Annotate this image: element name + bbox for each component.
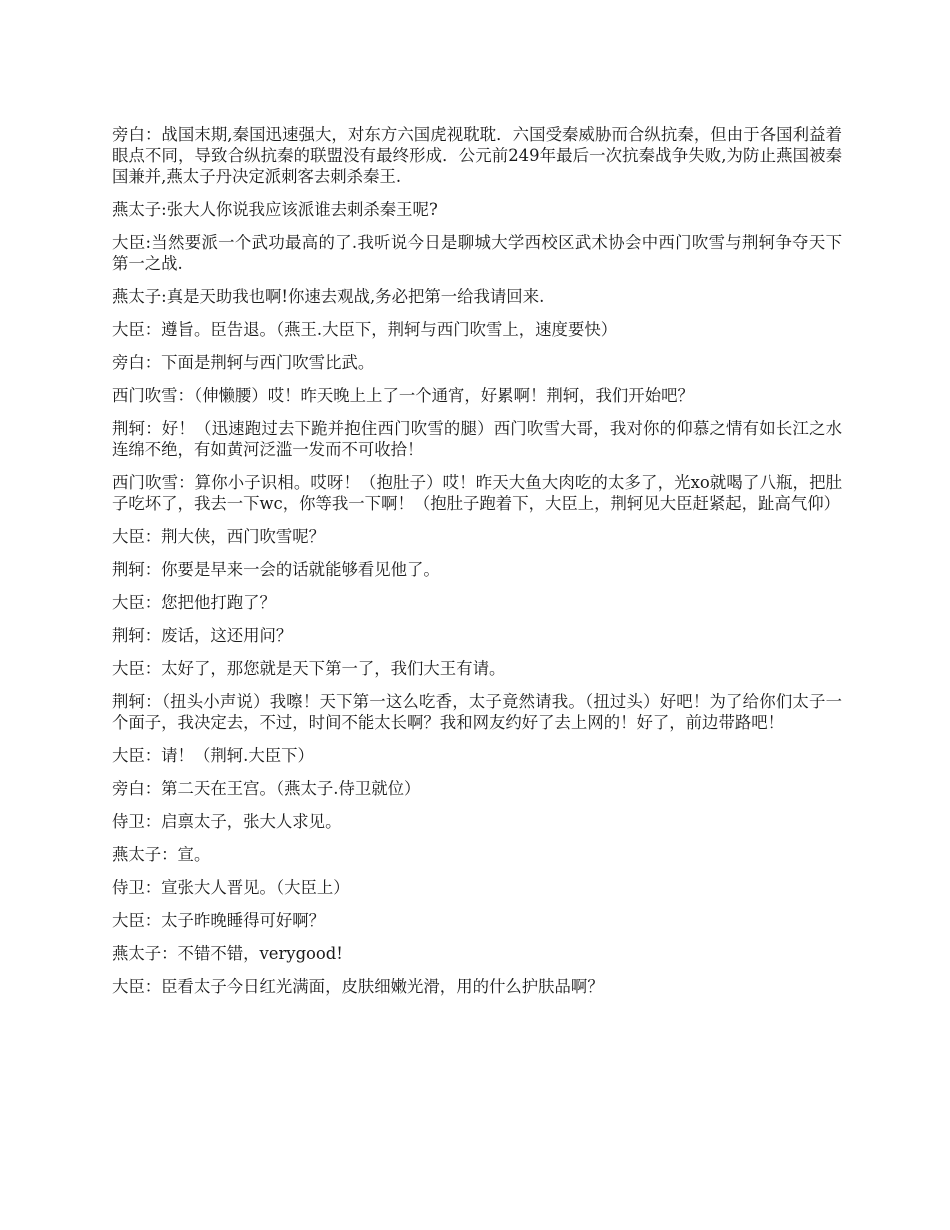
paragraph-line: 荆轲：废话，这还用问？: [112, 626, 293, 645]
paragraph-line: 燕太子：宣。: [112, 845, 211, 864]
paragraph-narration-intro: 旁白：战国末期,秦国迅速强大，对东方六国虎视耽耽．六国受秦威胁而合纵抗秦，但由于各国利益着眼点不同，导致合纵抗秦的联盟没有最终形成．公元前249年最后一次抗秦战争失败,为防止燕国被秦国兼并,燕太子丹决定派刺客去刺杀秦王.: [112, 125, 842, 186]
paragraph-line: 燕太子：不错不错，verygood!: [112, 944, 343, 963]
paragraph-line: 荆轲：你要是早来一会的话就能够看见他了。: [112, 560, 440, 579]
paragraph-line: 燕太子:张大人你说我应该派谁去刺杀秦王呢?: [112, 200, 438, 219]
paragraph-line: 大臣：太子昨晚睡得可好啊？: [112, 911, 326, 930]
paragraph-line: 荆轲：（扭头小声说）我嚓！天下第一这么吃香，太子竟然请我。（扭过头）好吧！为了给你们太子一个面子，我决定去，不过，时间不能太长啊？我和网友约好了去上网的！好了，前边带路吧！: [112, 692, 842, 732]
paragraph-line: 大臣：遵旨。臣告退。（燕王.大臣下，荆轲与西门吹雪上，速度要快）: [112, 320, 618, 339]
paragraph-line: 侍卫：启禀太子，张大人求见。: [112, 812, 342, 831]
paragraph-line: 燕太子:真是天助我也啊!你速去观战,务必把第一给我请回来.: [112, 287, 545, 306]
paragraph-line: 西门吹雪：算你小子识相。哎呀！（抱肚子）哎！昨天大鱼大肉吃的太多了，光xo就喝了八瓶，把肚子吃坏了，我去一下wc，你等我一下啊！（抱肚子跑着下，大臣上，荆轲见大臣赶紧起，趾高气仰）: [112, 473, 842, 513]
paragraph-line: 大臣：请！（荆轲.大臣下）: [112, 746, 314, 765]
paragraph-line: 旁白：下面是荆轲与西门吹雪比武。: [112, 353, 375, 372]
paragraph-line: 侍卫：宣张大人晋见。（大臣上）: [112, 878, 350, 897]
paragraph-line: 大臣：荆大侠，西门吹雪呢？: [112, 527, 326, 546]
paragraph-line: 大臣：太好了，那您就是天下第一了，我们大王有请。: [112, 659, 506, 678]
paragraph-line: 旁白：第二天在王宫。（燕太子.侍卫就位）: [112, 779, 421, 798]
paragraph-line: 西门吹雪：（伸懒腰）哎！昨天晚上上了一个通宵，好累啊！荆轲，我们开始吧？: [112, 386, 694, 405]
document-page: [112, 124, 842, 1009]
paragraph-line: 大臣：臣看太子今日红光满面，皮肤细嫩光滑，用的什么护肤品啊？: [112, 977, 604, 996]
paragraph-line: 大臣：您把他打跑了？: [112, 593, 276, 612]
paragraph-line: 荆轲：好！（迅速跑过去下跪并抱住西门吹雪的腿）西门吹雪大哥，我对你的仰慕之情有如长江之水连绵不绝，有如黄河泛滥一发而不可收拾！: [112, 419, 842, 459]
paragraph-line: 大臣:当然要派一个武功最高的了.我听说今日是聊城大学西校区武术协会中西门吹雪与荆轲争夺天下第一之战.: [112, 233, 842, 273]
